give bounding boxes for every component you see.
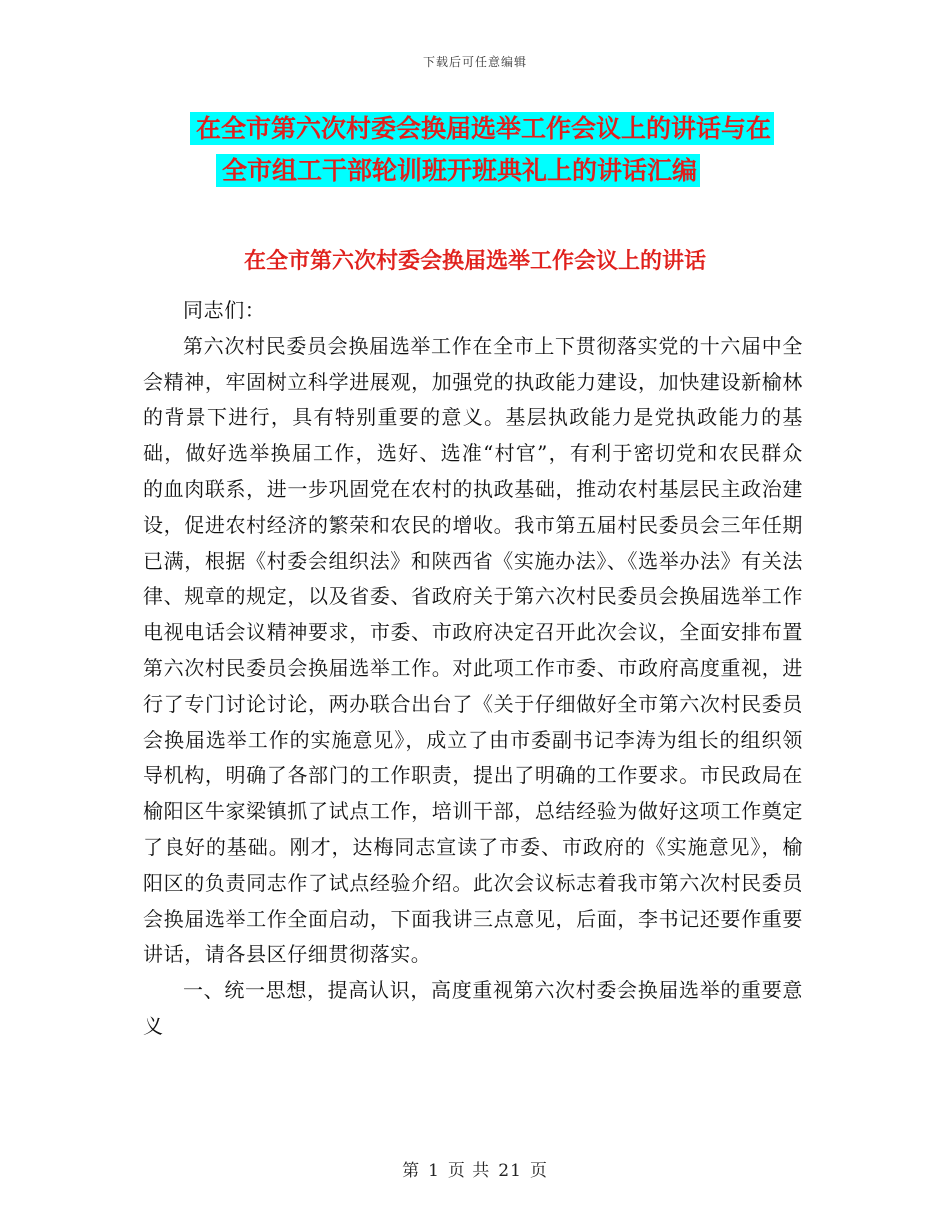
- footer-middle: 页 共: [447, 1161, 491, 1181]
- footer-suffix: 页: [529, 1161, 548, 1181]
- page-footer: [0, 1156, 950, 1181]
- page-number: 1: [428, 1161, 440, 1181]
- document-title: [190, 108, 810, 192]
- salutation: 同志们：: [183, 298, 266, 322]
- footer-prefix: 第: [402, 1161, 421, 1181]
- page-total: 21: [498, 1161, 522, 1181]
- section-title: 在全市第六次村委会换届选举工作会议上的讲话: [243, 249, 706, 274]
- body-text: [143, 293, 803, 1045]
- section-heading-1: 一、统一思想，提高认识，高度重视第六次村委会换届选举的重要意义: [143, 978, 803, 1038]
- title-line-1: 在全市第六次村委会换届选举工作会议上的讲话与在: [190, 112, 774, 145]
- title-line-2: 全市组工干部轮训班开班典礼上的讲话汇编: [216, 154, 700, 187]
- body-paragraph: 第六次村民委员会换届选举工作在全市上下贯彻落实党的十六届中全会精神，牢固树立科学进展观，加强党的执政能力建设，加快建设新榆林的背景下进行，具有特别重要的意义。基层执政能力是党执政能力的基础，做好选举换届工作，选好、选准“村官”，有利于密切党和农民群众的血肉联系，进一步巩固党在农村的执政基础，推动农村基层民主政治建设，促进农村经济的繁荣和农民的增收。我市第五届村民委员会三年任期已满，根据《村委会组织法》和陕西省《实施办法》、《选举办法》有关法律、规章的规定，以及省委、省政府关于第六次村民委员会换届选举工作电视电话会议精神要求，市委、市政府决定召开此次会议，全面安排布置第六次村民委员会换届选举工作。对此项工作市委、市政府高度重视，进行了专门讨论讨论，两办联合出台了《关于仔细做好全市第六次村民委员会换届选举工作的实施意见》，成立了由市委副书记李涛为组长的组织领导机构，明确了各部门的工作职责，提出了明确的工作要求。市民政局在榆阳区牛家梁镇抓了试点工作，培训干部，总结经验为做好这项工作奠定了良好的基础。刚才，达梅同志宣读了市委、市政府的《实施意见》，榆阳区的负责同志作了试点经验介绍。此次会议标志着我市第六次村民委员会换届选举工作全面启动，下面我讲三点意见，后面，李书记还要作重要讲话，请各县区仔细贯彻落实。: [143, 333, 803, 967]
- header-note: 下载后可任意编辑: [422, 55, 527, 69]
